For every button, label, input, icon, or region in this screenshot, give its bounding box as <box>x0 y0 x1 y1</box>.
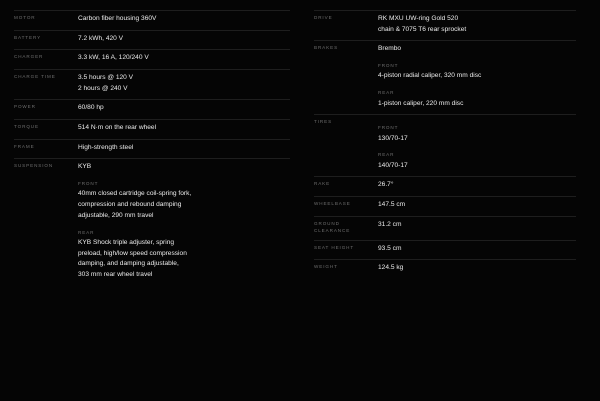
spec-value <box>378 44 576 109</box>
spec-value-line: 303 mm rear wheel travel <box>78 270 153 278</box>
spec-row <box>14 69 290 99</box>
spec-value-line: 4-piston radial caliper, 320 mm disc <box>378 72 482 80</box>
spec-row <box>314 216 576 240</box>
spec-value-line: adjustable, 290 mm travel <box>78 211 154 219</box>
spec-label: BATTERY <box>14 34 42 40</box>
spec-row <box>14 99 290 119</box>
spec-row <box>14 10 290 30</box>
spec-value <box>78 162 290 280</box>
spec-label: CHARGER <box>14 54 44 60</box>
spec-value-line: 124.5 kg <box>378 264 404 272</box>
spec-value <box>78 53 290 64</box>
spec-value <box>78 103 290 114</box>
spec-value-line: chain & 7075 T6 rear sprocket <box>378 25 467 33</box>
spec-label: CHARGE TIME <box>14 74 56 80</box>
spec-row <box>314 259 576 279</box>
spec-value-group <box>78 14 290 25</box>
spec-row <box>14 158 290 285</box>
spec-value <box>78 14 290 25</box>
spec-value-line: KYB Shock triple adjuster, spring <box>78 238 175 246</box>
spec-label: GROUND CLEARANCE <box>314 220 351 233</box>
spec-value-line: 1-piston caliper, 220 mm disc <box>378 99 464 107</box>
spec-label: TIRES <box>314 119 333 125</box>
spec-label: DRIVE <box>314 15 333 20</box>
spec-row <box>314 40 576 114</box>
spec-value-line: RK MXU UW-ring Gold 520 <box>378 15 459 22</box>
spec-value <box>378 263 576 274</box>
spec-subgroup <box>78 180 290 221</box>
spec-value <box>78 73 290 94</box>
spec-row <box>314 10 576 40</box>
spec-label: SEAT HEIGHT <box>314 244 355 250</box>
spec-subgroup <box>378 89 576 109</box>
spec-subgroup <box>378 124 576 144</box>
spec-value-line: damping, and damping adjustable, <box>78 260 179 268</box>
spec-value-line: 60/80 hp <box>78 104 104 112</box>
spec-value <box>378 220 576 231</box>
spec-subgroup-label: FRONT <box>378 63 399 69</box>
spec-value-line: Brembo <box>378 45 402 53</box>
spec-value <box>378 200 576 211</box>
spec-value-line: Carbon fiber housing 360V <box>78 15 157 22</box>
spec-value-line: 3.3 kW, 16 A, 120/240 V <box>78 54 149 62</box>
spec-column-left <box>14 10 300 393</box>
spec-value-group <box>378 180 576 191</box>
spec-subgroup <box>378 62 576 82</box>
spec-value-line: High-strength steel <box>78 143 134 151</box>
spec-value-line: compression and rebound damping <box>78 201 182 209</box>
spec-value-group <box>378 14 576 35</box>
spec-label: WHEELBASE <box>314 201 351 207</box>
spec-row <box>314 176 576 196</box>
spec-value-line: 2 hours @ 240 V <box>78 84 128 92</box>
spec-value-line: preload, high/low speed compression <box>78 249 187 257</box>
spec-subgroup <box>78 229 290 281</box>
spec-subgroup <box>378 151 576 171</box>
spec-label: POWER <box>14 104 36 110</box>
spec-value-line: 514 N·m on the rear wheel <box>78 124 157 132</box>
spec-value-group <box>78 143 290 154</box>
spec-value-line: 40mm closed cartridge coil-spring fork, <box>78 190 192 198</box>
spec-value-group <box>378 200 576 211</box>
spec-value-line: 130/70-17 <box>378 134 408 142</box>
spec-row <box>314 114 576 176</box>
spec-value-group <box>78 103 290 114</box>
spec-subgroup-label: REAR <box>78 229 95 235</box>
spec-value <box>78 143 290 154</box>
spec-value <box>78 123 290 134</box>
spec-value-group <box>378 263 576 274</box>
spec-value-group <box>378 44 576 55</box>
spec-value-line: 147.5 cm <box>378 201 406 209</box>
spec-value <box>78 34 290 45</box>
spec-row <box>314 240 576 260</box>
spec-label: RAKE <box>314 181 331 187</box>
spec-label: TORQUE <box>14 124 39 130</box>
spec-row <box>14 139 290 159</box>
spec-row <box>14 49 290 69</box>
spec-label: MOTOR <box>14 15 36 20</box>
spec-value <box>378 180 576 191</box>
spec-label: SUSPENSION <box>14 163 54 169</box>
spec-subgroup-label: REAR <box>378 90 395 96</box>
spec-row <box>14 30 290 50</box>
spec-label: FRAME <box>14 143 35 149</box>
spec-label: BRAKES <box>314 45 339 51</box>
spec-subgroup-label: REAR <box>378 152 395 158</box>
spec-value <box>378 118 576 171</box>
spec-value-line: 7.2 kWh, 420 V <box>78 34 124 42</box>
spec-value-group <box>78 73 290 94</box>
spec-value-group <box>78 53 290 64</box>
spec-value-group <box>78 162 290 173</box>
spec-value-group <box>78 123 290 134</box>
spec-value <box>378 14 576 35</box>
spec-value-line: 26.7° <box>378 181 394 189</box>
spec-value-line: 3.5 hours @ 120 V <box>78 74 134 82</box>
spec-value <box>378 244 576 255</box>
spec-subgroup-label: FRONT <box>78 181 99 187</box>
spec-value-line: 31.2 cm <box>378 220 402 228</box>
spec-subgroup-label: FRONT <box>378 125 399 131</box>
spec-value-line: 93.5 cm <box>378 244 402 252</box>
spec-value-group <box>378 244 576 255</box>
spec-column-right <box>300 10 586 393</box>
spec-value-group <box>78 34 290 45</box>
spec-value-line: 140/70-17 <box>378 161 408 169</box>
spec-row <box>14 119 290 139</box>
spec-value-group <box>378 220 576 231</box>
spec-label: WEIGHT <box>314 264 338 270</box>
spec-value-line: KYB <box>78 163 92 171</box>
spec-row <box>314 196 576 216</box>
